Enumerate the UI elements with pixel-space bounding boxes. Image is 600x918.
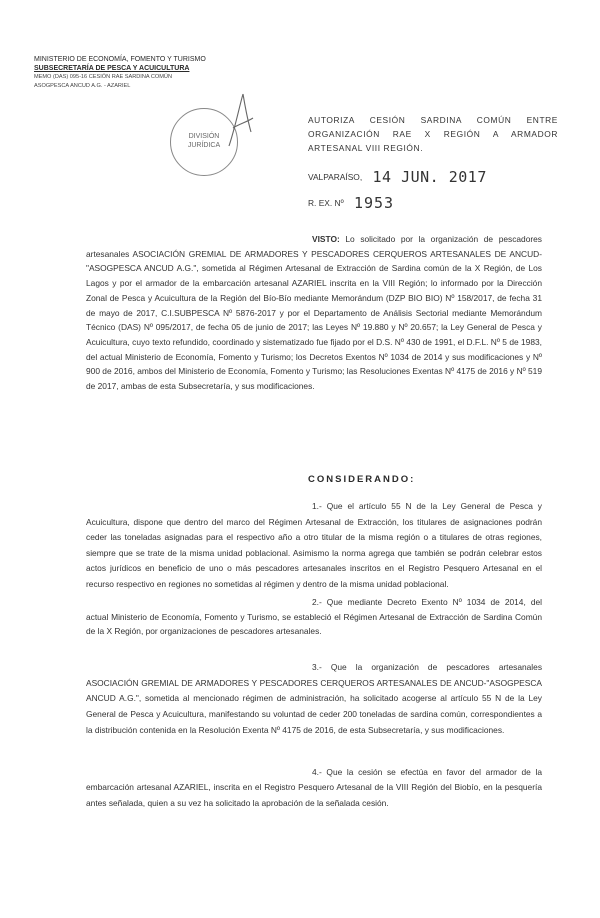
resolution-subject: AUTORIZA CESIÓN SARDINA COMÚN ENTRE ORGANIZACIÓN RAE X REGIÓN A ARMADOR ARTESANAL VIII REGIÓN.: [308, 115, 558, 153]
considerando-item-1: 1.- Que el artículo 55 N de la Ley General de Pesca y Acuicultura, dispone que dentro del marco del Régimen Artesanal de Extracción, los titulares de asignaciones podrán ceder las toneladas asignadas para el respectivo año a otro titular de la misma región o a titulares de otras regiones, siempre que se trate de la misma unidad poblacional. Asimismo la norma agrega que también se podrán celebrar estos actos jurídicos en beneficio de uno o más pescadores artesanales inscritos en el Registro Pesquero Artesanal en el recurso respectivo en regiones no sometidas al régimen y dentro de la misma unidad poblacional.: [86, 501, 542, 589]
stamp-line-1: DIVISIÓN: [188, 133, 220, 140]
ministry-name: MINISTERIO DE ECONOMÍA, FOMENTO Y TURISMO: [34, 56, 206, 63]
visto-text: Lo solicitado por la organización de pescadores artesanales ASOCIACIÓN GREMIAL DE ARMADORES Y PESCADORES CERQUEROS ARTESANALES DE ANCUD-"ASOGPESCA ANCUD A.G.", sometida al Régimen Artesanal de Extracción de Sardina común de la X Región, de Los Lagos y por el armador de la embarcación artesanal AZARIEL inscrita en la VIII Región; lo informado por la Dirección Zonal de Pesca y Acuicultura de la Región del Bío-Bío mediante Memorándum (DZP BIO BIO) Nº 158/2017, de fecha 31 de mayo de 2017, C.I.SUBPESCA Nº 5876-2017 y por el Departamento de Análisis Sectorial mediante Memorándum Técnico (DAS) Nº 095/2017, de fecha 05 de junio de 2017; las Leyes Nº 19.880 y Nº 20.657; la Ley General de Pesca y Acuicultura, cuyo texto refundido, coordinado y sistematizado fue fijado por el D.S. Nº 430 de 1991, el D.F.L. Nº 5 de 1983, del actual Ministerio de Economía, Fomento y Turismo; los Decretos Exentos Nº 1034 de 2014 y sus modificaciones y Nº 900 de 2016, ambos del Ministerio de Economía, Fomento y Turismo; las Resoluciones Exentas Nº 4175 de 2016 y Nº 519 de 2017, ambas de esta Subsecretaría, y sus modificaciones.: [86, 234, 542, 392]
parties-reference: ASOGPESCA ANCUD A.G. - AZARIEL: [34, 83, 131, 89]
memo-reference: MEMO (DAS) 095-16 CESIÓN RAE SARDINA COMÚN: [34, 74, 173, 80]
handwritten-initials: [225, 88, 257, 150]
place-and-date: [308, 168, 487, 186]
subsecretaria-name: SUBSECRETARÍA DE PESCA Y ACUICULTURA: [34, 65, 190, 72]
place-name: VALPARAÍSO,: [308, 172, 363, 182]
considerando-item-2: 2.- Que mediante Decreto Exento Nº 1034 de 2014, del actual Ministerio de Economía, Fomento y Turismo, se estableció el Régimen Artesanal de Extracción de Sardina Común de la X Región, por organizaciones de pescadores artesanales.: [86, 597, 542, 637]
resolution-number: [308, 194, 394, 212]
resolution-number-value: 1953: [353, 194, 395, 212]
date-stamp: 14 JUN. 2017: [372, 168, 487, 186]
considerando-heading: CONSIDERANDO:: [308, 474, 416, 485]
resolution-label: R. EX. Nº: [308, 198, 344, 208]
considerando-item-4: 4.- Que la cesión se efectúa en favor del armador de la embarcación artesanal AZARIEL, inscrita en el Registro Pesquero Artesanal de la VIII Región del Biobío, en la pesquería antes señalada, quien a su vez ha solicitado la aprobación de la señalada cesión.: [86, 767, 542, 808]
letterhead: [34, 55, 274, 91]
visto-paragraph: [86, 232, 542, 394]
visto-label: VISTO:: [312, 234, 340, 244]
considerando-item-3: 3.- Que la organización de pescadores artesanales ASOCIACIÓN GREMIAL DE ARMADORES Y PESCADORES CERQUEROS ARTESANALES DE ANCUD-"ASOGPESCA ANCUD A.G.", sometida al mencionado régimen de administración, ha solicitado acogerse al artículo 55 N de la Ley General de Pesca y Acuicultura, manifestando su voluntad de ceder 200 toneladas de sardina común, correspondientes a la distribución contenida en la Resolución Exenta Nº 4175 de 2016, de esta Subsecretaría, y sus modificaciones.: [86, 662, 542, 735]
stamp-line-2: JURÍDICA: [187, 142, 221, 149]
